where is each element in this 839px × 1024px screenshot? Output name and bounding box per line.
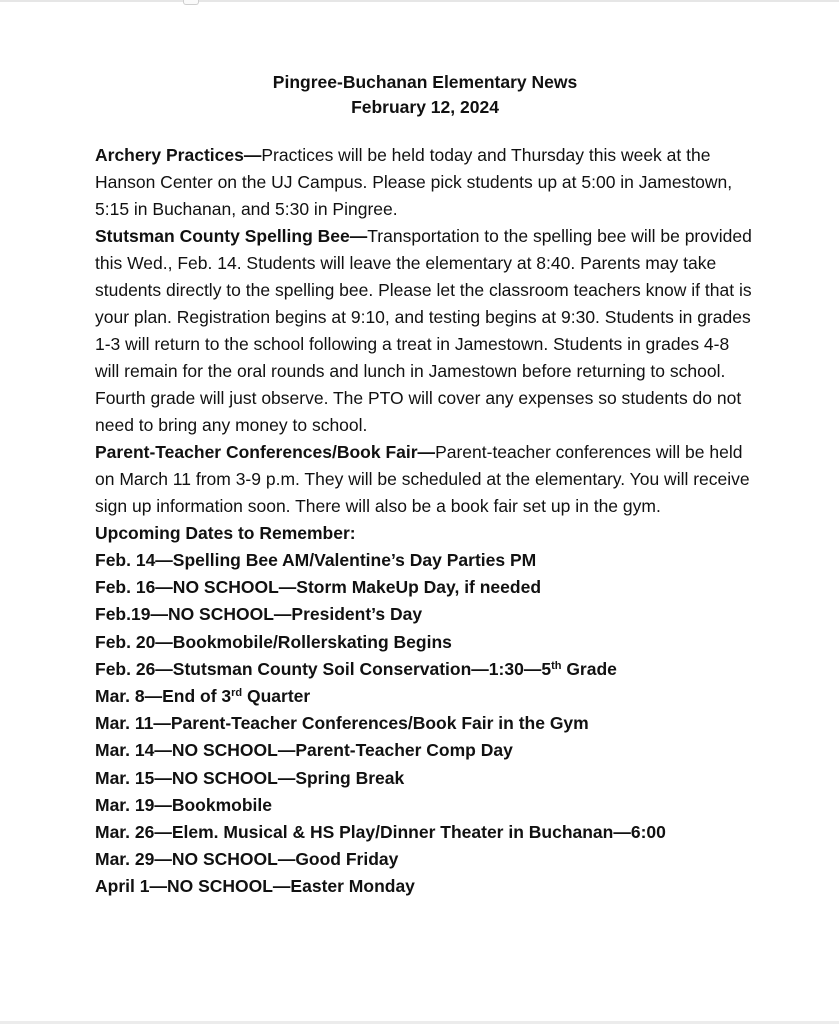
announcement-body: Practices will be held today and Thursday this week at the Hanson Center on the UJ Campus. Please pick students up at 5:00 in Jamestown, 5:15 in Buchanan, and 5:30 in Pingree. (95, 145, 733, 219)
date-item: April 1—NO SCHOOL—Easter Monday (95, 876, 415, 897)
date-item: Feb. 16—NO SCHOOL—Storm MakeUp Day, if needed (95, 577, 542, 598)
announcement-conferences (95, 439, 755, 520)
newsletter-date: February 12, 2024 (351, 97, 499, 117)
upcoming-dates-list (95, 547, 755, 901)
announcement-archery (95, 142, 755, 223)
date-item: Mar. 11—Parent-Teacher Conferences/Book Fair in the Gym (95, 713, 589, 734)
date-item: Feb. 14—Spelling Bee AM/Valentine’s Day Parties PM (95, 550, 537, 570)
announcement-spelling-bee (95, 223, 755, 439)
announcement-heading: Parent-Teacher Conferences/Book Fair— (95, 442, 436, 462)
date-item: Feb. 20—Bookmobile/Rollerskating Begins (95, 631, 452, 652)
announcement-body: Parent-teacher conferences will be held on March 11 from 3-9 p.m. They will be scheduled at the elementary. You will receive sign up information soon. There will also be a book fair set up in the gym. (95, 442, 750, 516)
date-item: Mar. 15—NO SCHOOL—Spring Break (95, 767, 405, 788)
announcement-body: Transportation to the spelling bee will be provided this Wed., Feb. 14. Students will leave the elementary at 8:40. Parents may take students directly to the spelling bee. Please let the classroom teachers know if that is your plan. Registration begins at 9:10, and testing begins at 9:30. Students in grades 1-3 will return to the school following a treat in Jamestown. Students in grades 4-8 will remain for the oral rounds and lunch in Jamestown before returning to school. Fourth grade will just observe. The PTO will cover any expenses so students do not need to bring any money to school. (95, 226, 752, 435)
top-edge-rule (0, 0, 839, 2)
upcoming-dates-heading: Upcoming Dates to Remember: (95, 523, 356, 543)
date-item: Mar. 14—NO SCHOOL—Parent-Teacher Comp Day (95, 740, 513, 761)
announcement-heading: Archery Practices— (95, 145, 262, 165)
page-marker-icon (183, 0, 199, 5)
newsletter-title: Pingree-Buchanan Elementary News (272, 72, 578, 92)
date-item: Feb. 26—Stutsman County Soil Conservation—1:30—5th Grade (95, 658, 617, 679)
date-item: Mar. 8—End of 3rd Quarter (95, 686, 311, 707)
newsletter-page (95, 70, 755, 901)
announcement-heading: Stutsman County Spelling Bee— (95, 226, 368, 246)
date-item: Mar. 19—Bookmobile (95, 794, 272, 815)
date-item: Feb.19—NO SCHOOL—President’s Day (95, 604, 423, 625)
date-item: Mar. 29—NO SCHOOL—Good Friday (95, 849, 399, 870)
date-item: Mar. 26—Elem. Musical & HS Play/Dinner Theater in Buchanan—6:00 (95, 822, 666, 843)
newsletter-header (95, 70, 755, 120)
